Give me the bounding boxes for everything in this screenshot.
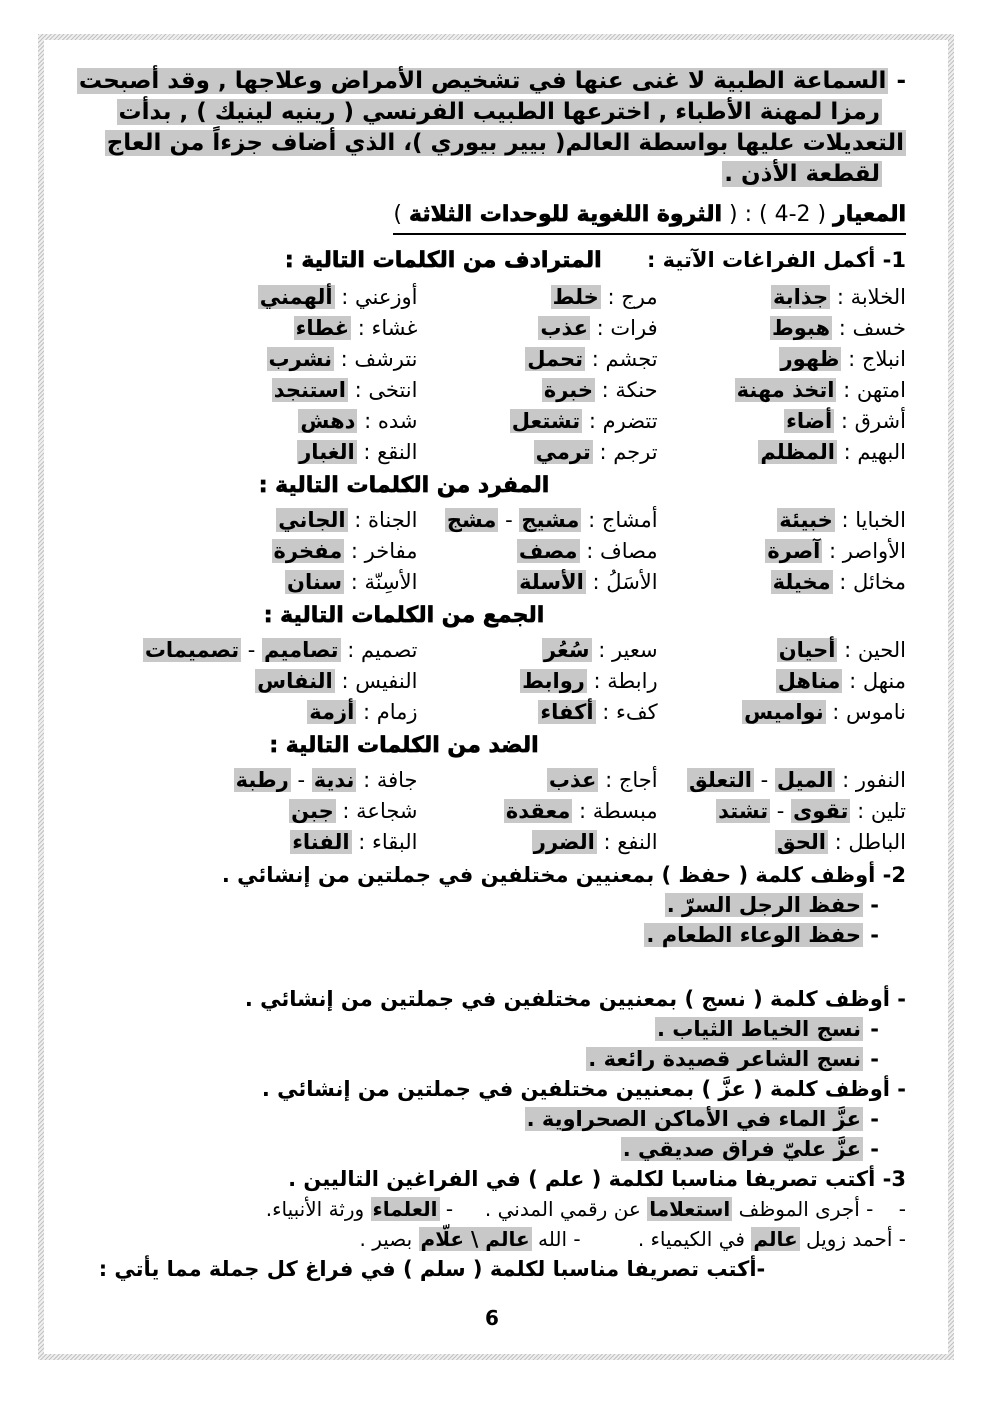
answer-highlight: تصاميم: [264, 638, 339, 662]
prompt-word: تصميم :: [340, 638, 418, 662]
intro-line: [78, 66, 906, 97]
prompt-word: مرج :: [600, 285, 658, 309]
prompt-word: نترشف :: [333, 347, 418, 371]
word-pair: [418, 635, 658, 666]
bullet-dash: -: [862, 1017, 879, 1041]
answer-highlight: أحيان: [778, 638, 836, 662]
answer-highlight: الحق: [776, 830, 826, 854]
prompt-word: الأسَلُ :: [585, 570, 658, 594]
word-pair: [658, 406, 906, 437]
word-pair: [658, 635, 906, 666]
question-1-line: [78, 245, 906, 276]
answer-highlight: عالم \ علّام: [420, 1227, 530, 1251]
bullet-dash: -: [862, 893, 879, 917]
answer-highlight: مشج: [446, 508, 497, 532]
bullet-dash: -: [862, 1047, 879, 1071]
prompt-word: رابطة :: [586, 669, 658, 693]
word-pair: [658, 765, 906, 796]
word-pair: [658, 536, 906, 567]
answer-highlight: حفظ الرجل السرّ .: [666, 893, 861, 917]
standard-close: ): [393, 202, 409, 227]
answer-highlight: خبيئة: [779, 508, 833, 532]
task-answer: [78, 920, 879, 950]
answer-highlight: رطبة: [235, 768, 289, 792]
word-pair: [78, 437, 417, 468]
word-pair: [658, 697, 906, 728]
answer-separator: -: [241, 638, 263, 662]
task-answer: [78, 1104, 879, 1134]
prompt-word: انتخى :: [347, 378, 418, 402]
prompt-word: البهيم :: [837, 440, 906, 464]
prompt-word: فرات :: [589, 316, 658, 340]
task-prompt: - أوظف كلمة ( عزَّ ) بمعنيين مختلفين في جملتين من إنشائي .: [261, 1077, 906, 1101]
answer-highlight: الميل: [776, 768, 834, 792]
word-pair: [658, 666, 906, 697]
word-pair: [658, 437, 906, 468]
answer-highlight: عذب: [540, 316, 588, 340]
answer-highlight: ظهور: [780, 347, 840, 371]
answer-highlight: جبن: [291, 799, 334, 823]
prompt-word: أوزعني :: [334, 285, 418, 309]
word-pair: [658, 796, 906, 827]
page-number: 6: [485, 1306, 499, 1330]
word-pair: [658, 567, 906, 598]
word-pair: [78, 505, 417, 536]
question-3-heading: 3- أكتب تصريفا مناسبا لكلمة ( علم ) في الفراغين التاليين .: [288, 1167, 906, 1191]
word-pair: [418, 344, 658, 375]
antonyms-heading: الضد من الكلمات التالية :: [269, 733, 539, 758]
answer-highlight: مفخرة: [273, 539, 343, 563]
standard-title: الثروة اللغوية للوحدات الثلاثة: [408, 202, 723, 227]
prompt-word: منهل :: [842, 669, 906, 693]
answer-separator: -: [290, 768, 312, 792]
word-pair: [78, 406, 417, 437]
sentence-text: بصير .: [359, 1227, 419, 1251]
prompt-word: مصاف :: [579, 539, 658, 563]
word-pair: [418, 505, 658, 536]
word-pair: [658, 505, 906, 536]
prompt-word: الباطل :: [827, 830, 906, 854]
answer-highlight: روابط: [522, 669, 585, 693]
intro-highlight: رمزا لمهنة الأطباء , اخترعها الطبيب الفرنسي ( رينيه لينيك ) , بدأت: [118, 99, 880, 125]
prompt-word: أجاج :: [598, 768, 658, 792]
question-3: [78, 1164, 906, 1284]
word-pair: [78, 635, 417, 666]
word-pair: [658, 282, 906, 313]
answer-highlight: سنان: [287, 570, 343, 594]
answer-highlight: الجاني: [278, 508, 346, 532]
answer-highlight: تصميمات: [144, 638, 240, 662]
answer-highlight: عذب: [548, 768, 597, 792]
prompt-word: غشاء :: [351, 316, 418, 340]
synonyms-table: [78, 282, 906, 468]
prompt-word: الأواصر :: [822, 539, 906, 563]
answer-highlight: الأسلة: [519, 570, 584, 594]
prompt-word: تجشم :: [585, 347, 658, 371]
word-pair: [658, 375, 906, 406]
answer-highlight: تشتعل: [511, 409, 581, 433]
answer-highlight: مخيلة: [772, 570, 831, 594]
plural-table: [78, 635, 906, 728]
answer-highlight: النفاس: [257, 669, 333, 693]
q3-line1: [78, 1194, 906, 1224]
word-pair: [418, 536, 658, 567]
prompt-word: الخبايا :: [834, 508, 906, 532]
prompt-word: الجناة :: [347, 508, 418, 532]
intro-line: [78, 159, 882, 190]
bullet-dash: -: [862, 1107, 879, 1131]
prompt-word: مبسطة :: [572, 799, 658, 823]
word-pair: [418, 282, 658, 313]
prompt-word: ترجم :: [592, 440, 658, 464]
answer-highlight: اتخذ مهنة: [736, 378, 835, 402]
word-pair: [658, 344, 906, 375]
answer-highlight: نواميس: [744, 700, 824, 724]
answer-highlight: استعلاما: [649, 1197, 731, 1221]
intro-highlight: التعديلات عليها بواسطة العالم( بيير بيوري )، الذي أضاف جزءاً من العاج: [106, 130, 904, 156]
answer-highlight: الفناء: [292, 830, 350, 854]
singular-heading: المفرد من الكلمات التالية :: [258, 473, 550, 498]
sentence-text: - الله: [531, 1227, 638, 1251]
answer-highlight: حفظ الوعاء الطعام .: [646, 923, 861, 947]
word-pair: [78, 765, 417, 796]
word-pair: [418, 765, 658, 796]
composition-tasks: [78, 860, 906, 1164]
prompt-word: النفع :: [596, 830, 658, 854]
intro-line: [78, 128, 906, 159]
answer-highlight: عزَّ عليّ فراق صديقي .: [622, 1137, 861, 1161]
question-3-footer: -أكتب تصريفا مناسبا لكلمة ( سلم ) في فراغ كل جملة مما يأتي :: [98, 1257, 766, 1281]
prompt-word: شجاعة :: [335, 799, 418, 823]
word-pair: [78, 375, 417, 406]
standard-heading: [78, 200, 906, 235]
word-pair: [78, 313, 417, 344]
prompt-word: الأسِنّة :: [344, 570, 418, 594]
word-pair: [78, 282, 417, 313]
prompt-word: سعير :: [591, 638, 658, 662]
word-pair: [418, 313, 658, 344]
answer-highlight: المظلم: [760, 440, 835, 464]
answer-highlight: معقدة: [505, 799, 571, 823]
word-pair: [418, 796, 658, 827]
word-pair: [418, 375, 658, 406]
standard-heading-underline: [393, 200, 906, 235]
answer-highlight: خبرة: [543, 378, 593, 402]
task-prompt: 2- أوظف كلمة ( حفظ ) بمعنيين مختلفين في جملتين من إنشائي .: [221, 863, 906, 887]
bullet-dash: -: [896, 68, 906, 94]
task-prompt: - أوظف كلمة ( نسج ) بمعنيين مختلفين في جملتين من إنشائي .: [244, 987, 906, 1011]
page-border-frame: [38, 34, 954, 1360]
answer-highlight: الغبار: [299, 440, 355, 464]
task-answer: [78, 1044, 879, 1074]
word-pair: [658, 827, 906, 858]
answer-highlight: نسج الشاعر قصيدة رائعة .: [588, 1047, 861, 1071]
task-answer: [78, 890, 879, 920]
task-answer: [78, 1134, 879, 1164]
answer-highlight: الضرر: [533, 830, 595, 854]
word-pair: [418, 827, 658, 858]
answer-highlight: آصرة: [767, 539, 821, 563]
answer-highlight: مصف: [518, 539, 578, 563]
prompt-word: تلين :: [850, 799, 906, 823]
word-pair: [418, 666, 658, 697]
answer-separator: -: [498, 508, 520, 532]
answer-highlight: جذابة: [773, 285, 829, 309]
standard-label: المعيار: [833, 202, 906, 227]
prompt-word: أشرق :: [834, 409, 906, 433]
word-pair: [78, 666, 417, 697]
answer-highlight: تقوى: [793, 799, 849, 823]
sentence-text: - أحمد زويل: [799, 1227, 906, 1251]
word-pair: [418, 697, 658, 728]
answer-highlight: عالم: [753, 1227, 798, 1251]
answer-separator: -: [753, 768, 775, 792]
word-pair: [78, 697, 417, 728]
answer-highlight: ترمي: [535, 440, 591, 464]
answer-highlight: مناهل: [777, 669, 841, 693]
prompt-word: ناموس :: [825, 700, 906, 724]
word-pair: [658, 313, 906, 344]
word-pair: [418, 567, 658, 598]
answer-highlight: دهش: [300, 409, 356, 433]
answer-highlight: أكفاء: [540, 700, 594, 724]
singular-table: [78, 505, 906, 598]
prompt-word: الخلابة :: [830, 285, 906, 309]
prompt-word: زمام :: [356, 700, 418, 724]
intro-paragraph: [78, 66, 906, 190]
answer-highlight: تحمل: [527, 347, 584, 371]
word-pair: [78, 827, 417, 858]
prompt-word: البقاء :: [351, 830, 418, 854]
prompt-word: أمشاج :: [581, 508, 658, 532]
sentence-text: ورثة الأنبياء.: [265, 1197, 371, 1221]
question-1-label: 1- أكمل الفراغات الآتية :: [646, 248, 906, 272]
prompt-word: النفور :: [835, 768, 906, 792]
answer-highlight: العلماء: [372, 1197, 438, 1221]
prompt-word: مخائل :: [832, 570, 906, 594]
answer-highlight: ألهمني: [259, 285, 333, 309]
answer-highlight: أضاء: [786, 409, 833, 433]
task-answer: [78, 1014, 879, 1044]
prompt-word: شده :: [357, 409, 418, 433]
answer-separator: -: [770, 799, 792, 823]
prompt-word: الحين :: [837, 638, 906, 662]
word-pair: [78, 344, 417, 375]
bullet-dash: -: [862, 923, 879, 947]
word-pair: [78, 567, 417, 598]
answer-highlight: استنجد: [273, 378, 346, 402]
word-pair: [418, 437, 658, 468]
synonyms-heading: المترادف من الكلمات التالية :: [284, 248, 602, 273]
prompt-word: النقع :: [356, 440, 418, 464]
answer-highlight: تشتد: [718, 799, 769, 823]
prompt-word: انبلاج :: [841, 347, 906, 371]
prompt-word: خسف :: [832, 316, 906, 340]
bullet-dash: -: [862, 1137, 879, 1161]
sentence-text: عن رقمي المدني . -: [439, 1197, 648, 1221]
answer-highlight: هبوط: [772, 316, 831, 340]
word-pair: [418, 406, 658, 437]
answer-highlight: عزَّ الماء في الأماكن الصحراوية .: [526, 1107, 861, 1131]
word-pair: [78, 536, 417, 567]
q3-line2: [78, 1224, 906, 1254]
worksheet-page: [44, 40, 948, 1354]
answer-highlight: أزمة: [309, 700, 355, 724]
prompt-word: جافة :: [356, 768, 418, 792]
antonyms-table: [78, 765, 906, 858]
spacer: [78, 950, 906, 984]
word-pair: [78, 796, 417, 827]
answer-highlight: نسج الخياط الثياب .: [656, 1017, 861, 1041]
prompt-word: مفاخر :: [344, 539, 418, 563]
answer-highlight: خلط: [552, 285, 599, 309]
sentence-text: في الكيمياء .: [637, 1227, 752, 1251]
answer-highlight: غطاء: [295, 316, 350, 340]
prompt-word: النفيس :: [334, 669, 418, 693]
answer-highlight: ندية: [313, 768, 355, 792]
answer-highlight: نشرب: [268, 347, 332, 371]
prompt-word: امتهن :: [836, 378, 906, 402]
intro-highlight: لقطعة الأذن .: [724, 161, 880, 187]
plural-heading: الجمع من الكلمات التالية :: [263, 603, 545, 628]
intro-line: [78, 97, 882, 128]
sentence-text: - - أجرى الموظف: [732, 1197, 906, 1221]
answer-highlight: التعلق: [688, 768, 752, 792]
answer-highlight: مشيج: [521, 508, 580, 532]
prompt-word: كفء :: [595, 700, 658, 724]
prompt-word: تتضرم :: [582, 409, 658, 433]
intro-highlight: السماعة الطبية لا غنى عنها في تشخيص الأمراض وعلاجها , وقد أصبحت: [78, 68, 887, 94]
answer-highlight: سُعُر: [543, 638, 590, 662]
prompt-word: حنكة :: [595, 378, 658, 402]
standard-number: ( 2-4 ) : (: [722, 202, 834, 227]
